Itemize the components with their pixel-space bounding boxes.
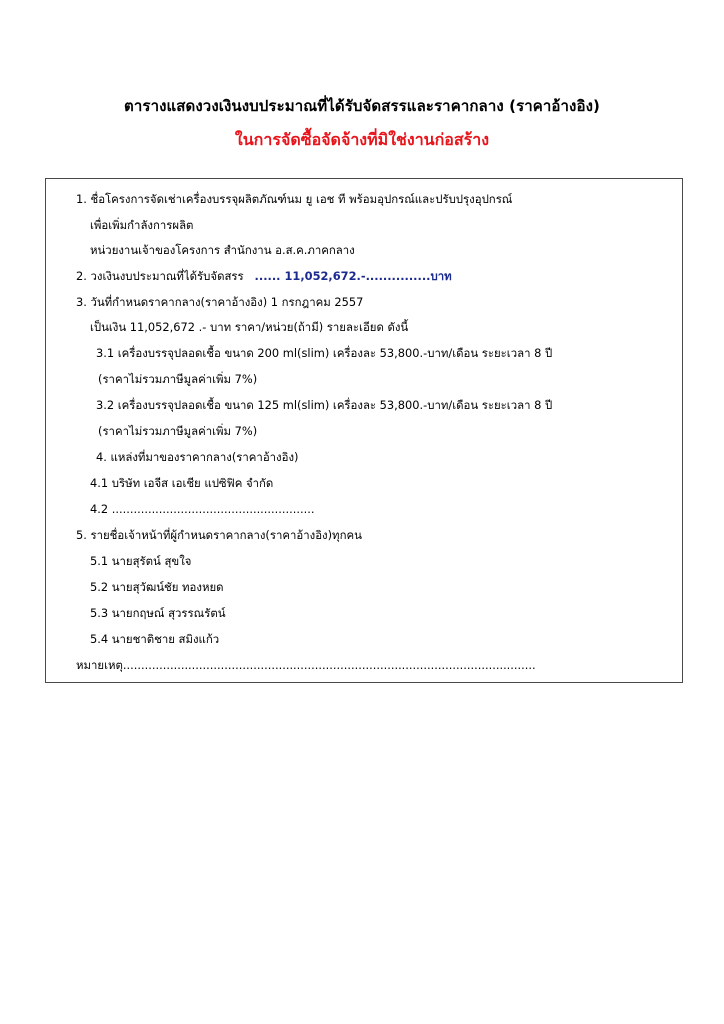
budget-line [76, 269, 452, 283]
project-purpose-line: เพื่อเพิ่มกำลังการผลิต [90, 218, 194, 232]
project-name-line: 1. ชื่อโครงการจัดเช่าเครื่องบรรจุผลิตภัณฑ์นม ยู เอช ที พร้อมอุปกรณ์และปรับปรุงอุปกรณ์ [76, 192, 513, 206]
price-item-1: 3.1 เครื่องบรรจุปลอดเชื้อ ขนาด 200 ml(slim) เครื่องละ 53,800.-บาท/เดือน ระยะเวลา 8 ปี [96, 346, 553, 360]
price-source-item-1: 4.1 บริษัท เอจีส เอเชีย แปซิฟิค จำกัด [90, 476, 274, 490]
price-item-2-note: (ราคาไม่รวมภาษีมูลค่าเพิ่ม 7%) [98, 424, 258, 438]
price-item-1-note: (ราคาไม่รวมภาษีมูลค่าเพิ่ม 7%) [98, 372, 258, 386]
budget-amount: ...... 11,052,672.-...............บาท [254, 269, 452, 283]
project-owner-line: หน่วยงานเจ้าของโครงการ สำนักงาน อ.ส.ค.ภาคกลาง [90, 243, 355, 257]
content-box [45, 178, 683, 683]
price-total-line: เป็นเงิน 11,052,672 .- บาท ราคา/หน่วย(ถ้ามี) รายละเอียด ดังนี้ [90, 320, 409, 334]
price-source-heading: 4. แหล่งที่มาของราคากลาง(ราคาอ้างอิง) [96, 450, 299, 464]
officer-item: 5.4 นายชาติชาย สมิงแก้ว [90, 632, 220, 646]
price-source-item-2: 4.2 ........................................................ [90, 502, 315, 516]
budget-label: 2. วงเงินงบประมาณที่ได้รับจัดสรร [76, 269, 244, 283]
officer-item: 5.3 นายกฤษณ์ สุวรรณรัตน์ [90, 606, 226, 620]
price-date-line: 3. วันที่กำหนดราคากลาง(ราคาอ้างอิง) 1 กรกฎาคม 2557 [76, 295, 364, 309]
document-subtitle: ในการจัดซื้อจัดจ้างที่มิใช่งานก่อสร้าง [234, 130, 490, 149]
officer-item: 5.1 นายสุรัตน์ สุขใจ [90, 554, 192, 568]
officers-heading: 5. รายชื่อเจ้าหน้าที่ผู้กำหนดราคากลาง(ราคาอ้างอิง)ทุกคน [76, 528, 362, 542]
price-item-2: 3.2 เครื่องบรรจุปลอดเชื้อ ขนาด 125 ml(slim) เครื่องละ 53,800.-บาท/เดือน ระยะเวลา 8 ปี [96, 398, 553, 412]
officer-item: 5.2 นายสุวัฒน์ชัย ทองหยด [90, 580, 224, 594]
document-title: ตารางแสดงวงเงินงบประมาณที่ได้รับจัดสรรและราคากลาง (ราคาอ้างอิง) [124, 97, 600, 115]
remark-line: หมายเหตุ.................................................................................................................. [76, 658, 536, 672]
